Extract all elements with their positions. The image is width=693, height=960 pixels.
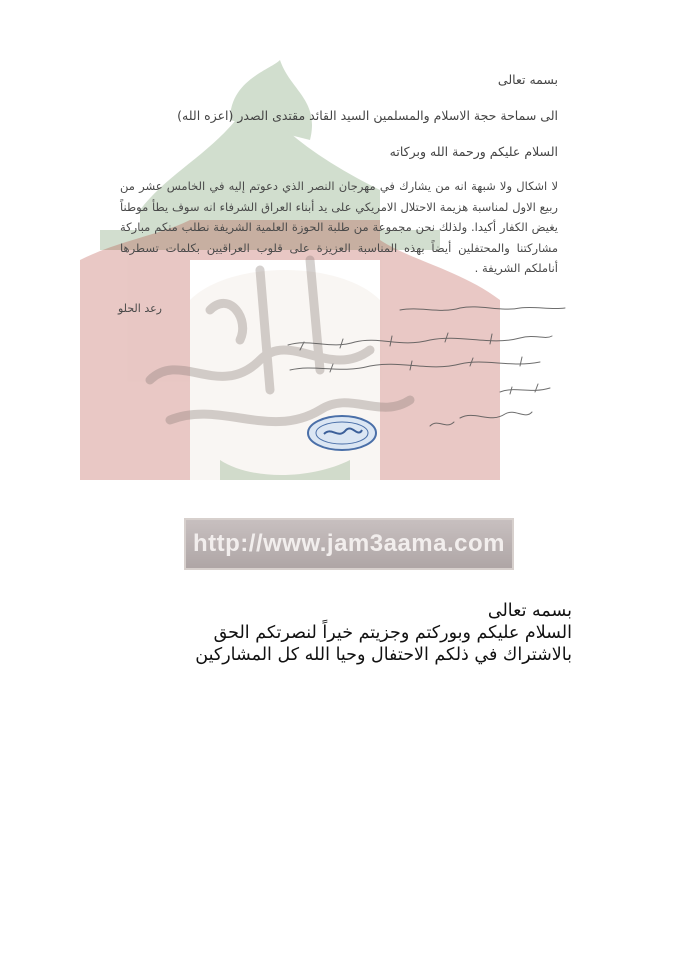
mosque-emblem-icon [80,60,500,530]
typed-transcription [102,600,572,666]
signer-name: رعد الحلو [118,302,162,315]
transcription-line-3: بالاشتراك في ذلكم الاحتفال وحيا الله كل المشاركين [195,645,572,665]
watermark-url: http://www.jam3aama.com [184,518,514,570]
letter-greeting: السلام عليكم ورحمة الله وبركاته [389,144,558,159]
transcription-line-2: السلام عليكم وبوركتم وجزيتم خيراً لنصرتكم الحق [213,623,572,643]
seal-stamp-icon [306,414,378,452]
letter-addressee: الى سماحة حجة الاسلام والمسلمين السيد القائد مقتدى الصدر (اعزه الله) [177,108,558,123]
letter-body: لا اشكال ولا شبهة انه من يشارك في مهرجان النصر الذي دعوتم إليه في الخامس عشر من ربيع الاول لمناسبة هزيمة الاحتلال الامريكي على يد أبناء العراق الشرفاء انه سوف يطأ موطناً يغيض الكفار أكيدا. ولذلك نحن مجموعة من طلبة الحوزة العلمية الشريفة نطلب منكم مباركة مشاركتنا والمحتفلين أيضاً بهذه المناسبة العزيزة على قلوب العراقيين بكلمات تسطرها أناملكم الشريفة . [120,179,558,275]
letter-bismillah: بسمه تعالى [497,72,558,87]
transcription-line-1: بسمه تعالى [487,601,572,621]
watermark-logo [80,60,505,557]
